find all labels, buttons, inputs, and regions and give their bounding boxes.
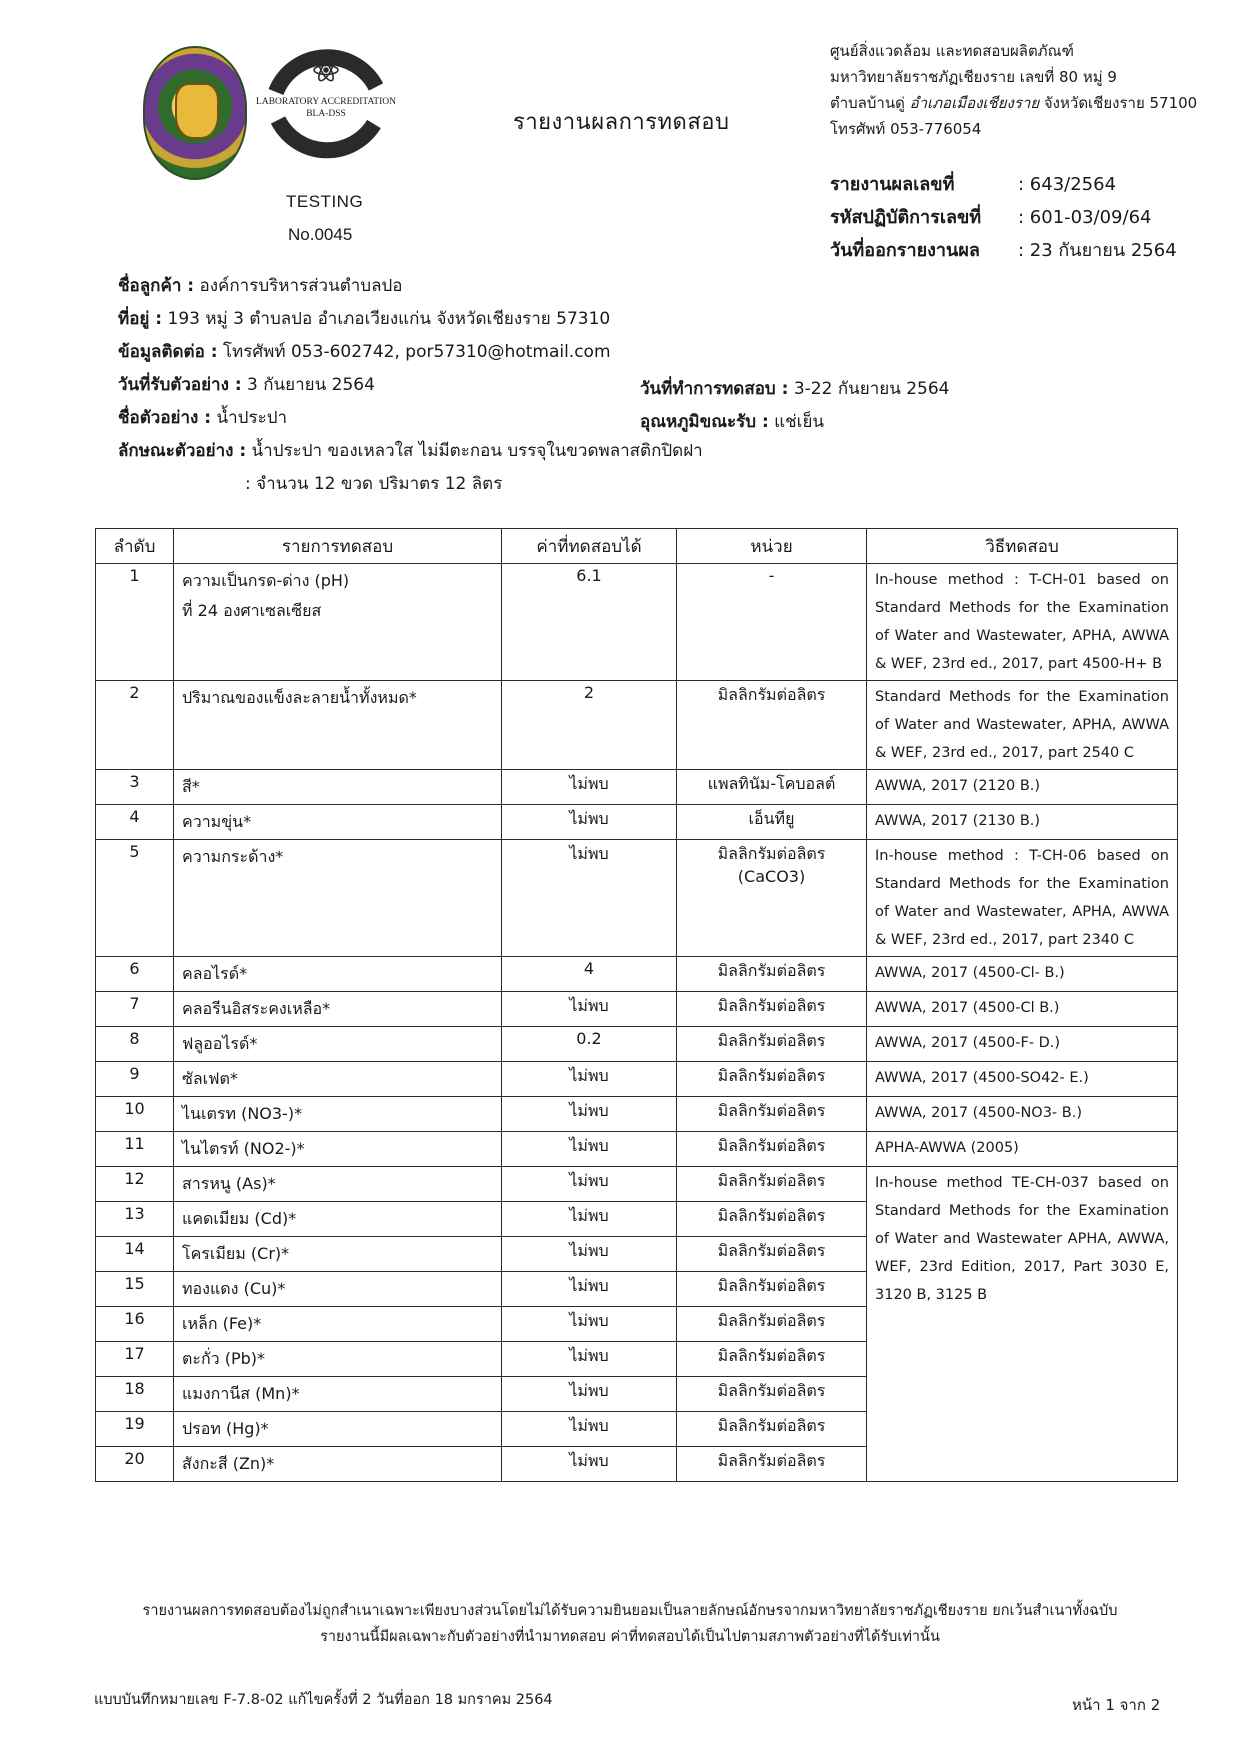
header-unit: หน่วย <box>677 529 867 564</box>
header-method: วิธีทดสอบ <box>867 529 1178 564</box>
customer-name: ชื่อลูกค้า : องค์การบริหารส่วนตำบลปอ <box>118 276 403 296</box>
table-row: 13 แคดเมียม (Cd)* ไม่พบ มิลลิกรัมต่อลิตร <box>96 1202 1178 1237</box>
table-row: 16 เหล็ก (Fe)* ไม่พบ มิลลิกรัมต่อลิตร <box>96 1307 1178 1342</box>
receive-temperature: อุณหภูมิขณะรับ : แช่เย็น <box>640 412 825 432</box>
merged-method-cell: In-house method TE-CH-037 based on Standard Methods for the Examination of Water and Wastewater APHA, AWWA, WEF, 23rd Edition, 2017, Part 3030 E, 3120 B, 3125 B <box>867 1167 1178 1482</box>
table-row: 2 ปริมาณของแข็งละลายน้ำทั้งหมด* 2 มิลลิกรัมต่อลิตร Standard Methods for the Examination of Water and Wastewater, APHA, AWWA & WEF, 23rd ed., 2017, part 2540 C <box>96 681 1178 770</box>
seal-emblem-icon <box>175 83 219 139</box>
report-title: รายงานผลการทดสอบ <box>513 110 730 135</box>
test-date: วันที่ทำการทดสอบ : 3-22 กันยายน 2564 <box>640 379 950 399</box>
table-row: 8 ฟลูออไรด์* 0.2 มิลลิกรัมต่อลิตร AWWA, 2017 (4500-F- D.) <box>96 1027 1178 1062</box>
table-row: 7 คลอรีนอิสระคงเหลือ* ไม่พบ มิลลิกรัมต่อลิตร AWWA, 2017 (4500-Cl B.) <box>96 992 1178 1027</box>
table-row: 6 คลอไรด์* 4 มิลลิกรัมต่อลิตร AWWA, 2017 (4500-Cl- B.) <box>96 957 1178 992</box>
table-row: 19 ปรอท (Hg)* ไม่พบ มิลลิกรัมต่อลิตร <box>96 1412 1178 1447</box>
meta-issue-date: วันที่ออกรายงานผล : 23 กันยายน 2564 <box>830 240 1177 261</box>
org-line: มหาวิทยาลัยราชภัฏเชียงราย เลขที่ 80 หมู่ 9 <box>830 68 1117 86</box>
table-row: 14 โครเมียม (Cr)* ไม่พบ มิลลิกรัมต่อลิตร <box>96 1237 1178 1272</box>
org-phone: โทรศัพท์ 053-776054 <box>830 120 982 138</box>
table-row: 12 สารหนู (As)* ไม่พบ มิลลิกรัมต่อลิตร In-house method TE-CH-037 based on Standard Methods for the Examination of Water and Wastewater APHA, AWWA, WEF, 23rd Edition, 2017, Part 3030 E, 3120 B, 3125 B <box>96 1167 1178 1202</box>
table-row: 1 ความเป็นกรด-ด่าง (pH) ที่ 24 องศาเซลเซียส 6.1 - In-house method : T-CH-01 based on Standard Methods for the Examination of Water and Wastewater, APHA, AWWA & WEF, 23rd ed., 2017, part 4500-H+ B <box>96 564 1178 681</box>
table-row: 11 ไนไตรท์ (NO2-)* ไม่พบ มิลลิกรัมต่อลิตร APHA-AWWA (2005) <box>96 1132 1178 1167</box>
results-table <box>95 528 1178 1482</box>
testing-label: TESTING <box>286 192 364 211</box>
organization-address <box>830 38 1230 142</box>
sample-quantity: : จำนวน 12 ขวด ปริมาตร 12 ลิตร <box>245 474 503 494</box>
header-result: ค่าที่ทดสอบได้ <box>502 529 677 564</box>
sample-received-date: วันที่รับตัวอย่าง : 3 กันยายน 2564 <box>118 375 375 395</box>
table-row: 15 ทองแดง (Cu)* ไม่พบ มิลลิกรัมต่อลิตร <box>96 1272 1178 1307</box>
header-no: ลำดับ <box>96 529 174 564</box>
table-row: 3 สี* ไม่พบ แพลทินัม-โคบอลต์ AWWA, 2017 (2120 B.) <box>96 770 1178 805</box>
meta-operation-code: รหัสปฏิบัติการเลขที่ : 601-03/09/64 <box>830 207 1152 228</box>
report-meta <box>830 168 1177 267</box>
sample-name: ชื่อตัวอย่าง : น้ำประปา <box>118 408 288 428</box>
testing-number: No.0045 <box>288 225 353 244</box>
table-row: 20 สังกะสี (Zn)* ไม่พบ มิลลิกรัมต่อลิตร <box>96 1447 1178 1482</box>
university-seal-logo <box>143 46 247 180</box>
lab-mark-text: LABORATORY ACCREDITATION <box>256 97 396 107</box>
table-row: 9 ซัลเฟต* ไม่พบ มิลลิกรัมต่อลิตร AWWA, 2017 (4500-SO42- E.) <box>96 1062 1178 1097</box>
customer-contact: ข้อมูลติดต่อ : โทรศัพท์ 053-602742, por57310@hotmail.com <box>118 342 611 362</box>
svg-text:BLA-DSS: BLA-DSS <box>306 109 346 119</box>
lab-accreditation-logo <box>256 32 396 172</box>
page-number: หน้า 1 จาก 2 <box>1072 1696 1161 1714</box>
table-header-row <box>96 529 1178 564</box>
table-row: 17 ตะกั่ว (Pb)* ไม่พบ มิลลิกรัมต่อลิตร <box>96 1342 1178 1377</box>
header-item: รายการทดสอบ <box>174 529 502 564</box>
customer-address: ที่อยู่ : 193 หมู่ 3 ตำบลปอ อำเภอเวียงแก่น จังหวัดเชียงราย 57310 <box>118 309 611 329</box>
table-row: 10 ไนเตรท (NO3-)* ไม่พบ มิลลิกรัมต่อลิตร AWWA, 2017 (4500-NO3- B.) <box>96 1097 1178 1132</box>
meta-report-number: รายงานผลเลขที่ : 643/2564 <box>830 174 1117 195</box>
form-number: แบบบันทึกหมายเลข F-7.8-02 แก้ไขครั้งที่ 2 วันที่ออก 18 มกราคม 2564 <box>94 1692 553 1708</box>
sample-description: ลักษณะตัวอย่าง : น้ำประปา ของเหลวใส ไม่มีตะกอน บรรจุในขวดพลาสติกปิดฝา <box>118 441 703 461</box>
table-row: 5 ความกระด้าง* ไม่พบ มิลลิกรัมต่อลิตร (CaCO3) In-house method : T-CH-06 based on Standard Methods for the Examination of Water and Wastewater, APHA, AWWA & WEF, 23rd ed., 2017, part 2340 C <box>96 840 1178 957</box>
copy-notice: รายงานผลการทดสอบต้องไม่ถูกสำเนาเฉพาะเพียงบางส่วนโดยไม่ได้รับความยินยอมเป็นลายลักษณ์อักษรจากมหาวิทยาลัยราชภัฏเชียงราย ยกเว้นสำเนาทั้งฉบับ รายงานนี้มีผลเฉพาะกับตัวอย่างที่นำมาทดสอบ ค่าที่ทดสอบได้เป็นไปตามสภาพตัวอย่างที่ได้รับเท่านั้น <box>142 1603 1118 1645</box>
org-line: ศูนย์สิ่งแวดล้อม และทดสอบผลิตภัณฑ์ <box>830 42 1074 60</box>
org-line: ตำบลบ้านดู่ อำเภอเมืองเชียงราย จังหวัดเชียงราย 57100 <box>830 94 1198 112</box>
table-row: 18 แมงกานีส (Mn)* ไม่พบ มิลลิกรัมต่อลิตร <box>96 1377 1178 1412</box>
table-row: 4 ความขุ่น* ไม่พบ เอ็นทียู AWWA, 2017 (2130 B.) <box>96 805 1178 840</box>
